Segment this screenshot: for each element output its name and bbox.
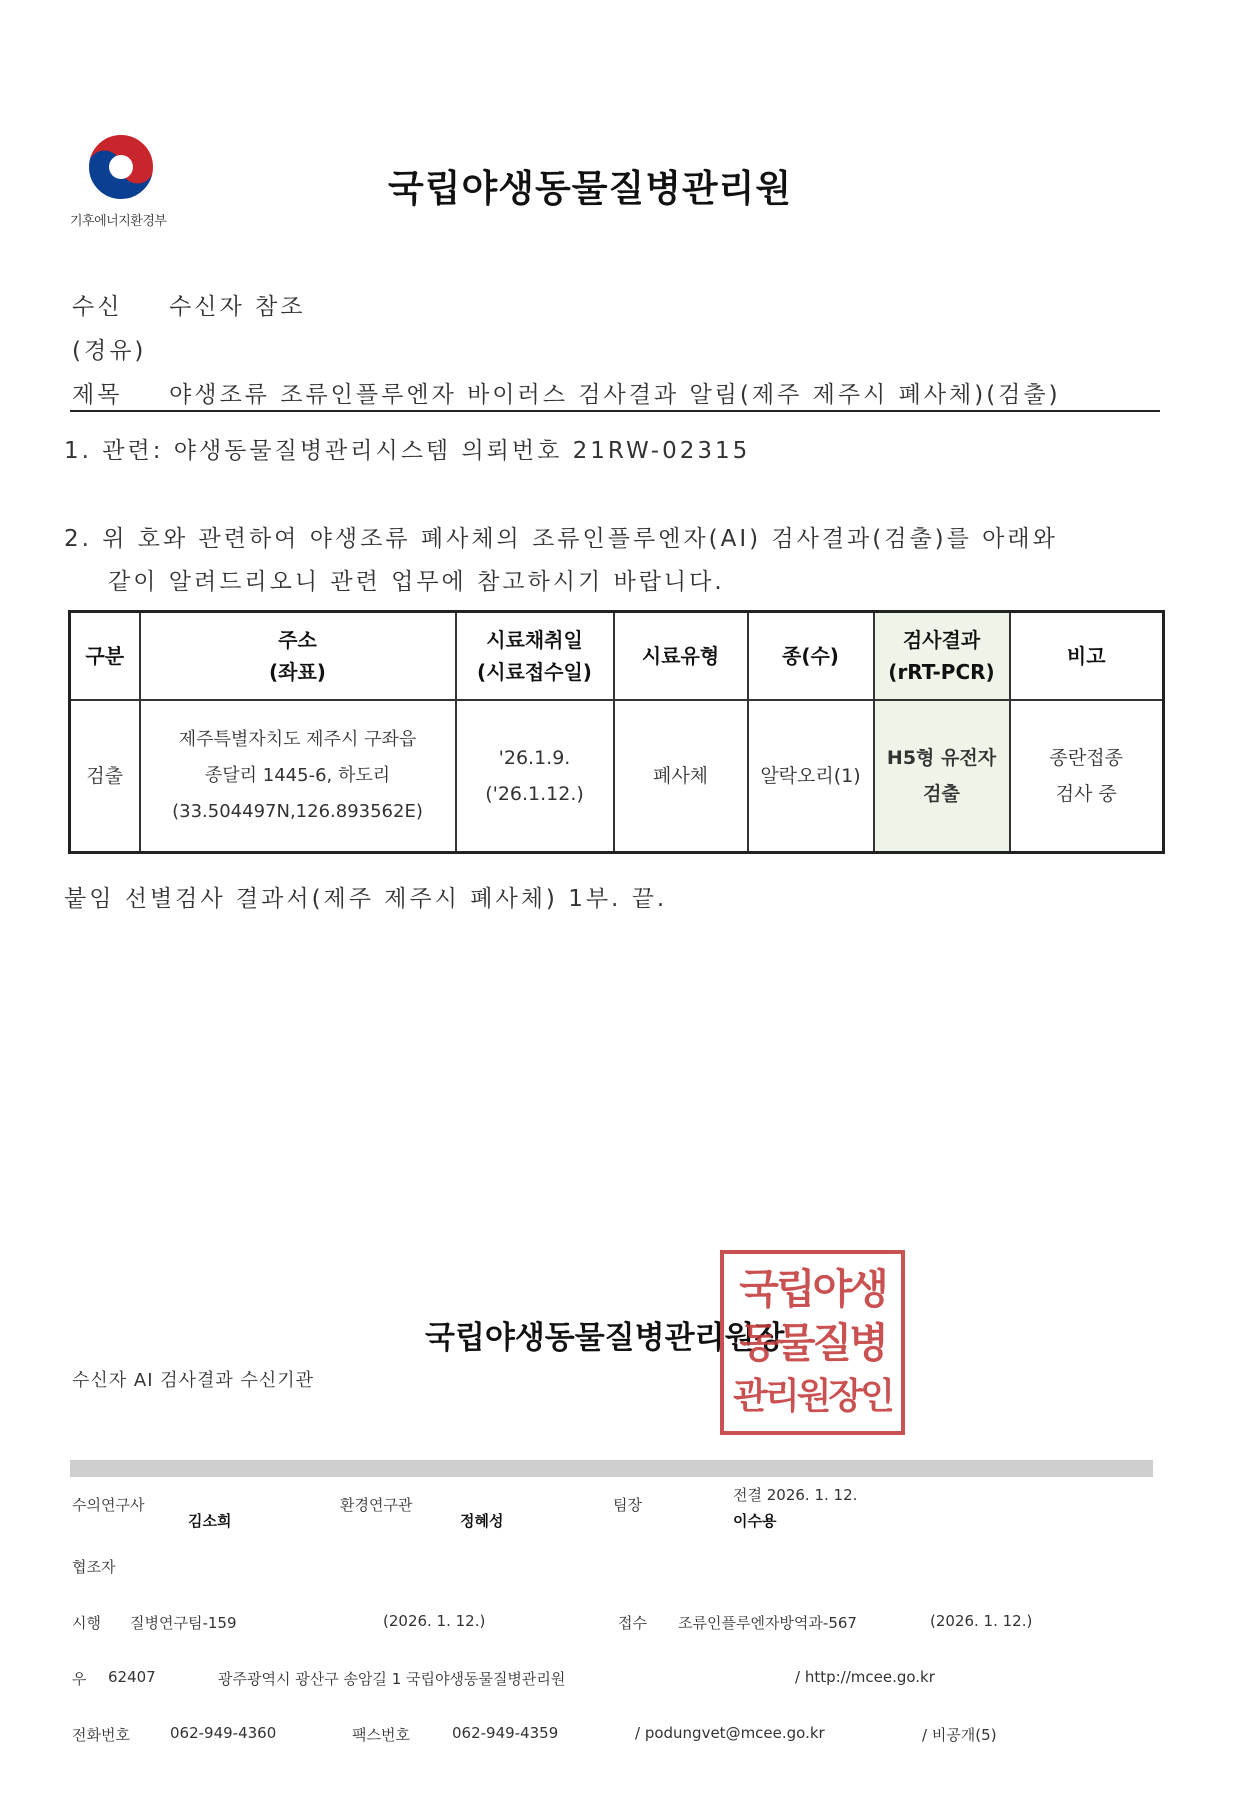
ministry-logo [70,130,200,240]
cell-category: 검출 [70,700,140,853]
attachment-line: 붙임 선별검사 결과서(제주 제주시 폐사체) 1부. 끝. [64,886,668,912]
receipt-label: 접수 [618,1614,647,1632]
seal-line: 관리원장인 [733,1375,892,1417]
recipient-line [72,288,305,321]
taegeuk-emblem-icon [84,130,158,204]
cell-dates: '26.1.9. ('26.1.12.) [456,700,614,853]
approver1-role: 수의연구사 [72,1496,145,1514]
approver1-name: 김소희 [188,1512,232,1530]
fax-number: 062-949-4359 [452,1724,559,1742]
exec-value: 질병연구팀-159 [130,1614,237,1632]
org-title: 국립야생동물질병관리원 [388,167,793,210]
exec-date: (2026. 1. 12.) [383,1612,486,1630]
header-test-result: 검사결과 (rRT-PCR) [874,612,1010,701]
official-seal [720,1250,905,1435]
cell-address: 제주특별자치도 제주시 구좌읍 종달리 1445-6, 하도리 (33.504497N,126.893562E) [140,700,456,853]
email-link[interactable]: / podungvet@mcee.go.kr [635,1724,825,1742]
seal-line: 동물질병 [739,1318,886,1367]
header-sample-type: 시료유형 [614,612,748,701]
postal-code: 62407 [108,1668,156,1686]
office-address: 광주광역시 광산구 송암길 1 국립야생동물질병관리원 [218,1670,566,1688]
website-link[interactable]: / http://mcee.go.kr [795,1668,935,1686]
approver2-name: 정혜성 [460,1512,504,1530]
header-note: 비고 [1010,612,1164,701]
cell-sample-type: 폐사체 [614,700,748,853]
phone-number: 062-949-4360 [170,1724,277,1742]
related-item: 1. 관련: 야생동물질병관리시스템 의뢰번호 21RW-02315 [64,438,751,464]
body-item-line1: 2. 위 호와 관련하여 야생조류 폐사체의 조류인플루엔자(AI) 검사결과(검출)를 아래와 [64,526,1058,552]
table-header-row [70,612,1164,701]
approver2-role: 환경연구관 [340,1496,413,1514]
signature-title: 국립야생동물질병관리원장 [425,1320,785,1356]
header-species: 종(수) [748,612,874,701]
cell-test-result: H5형 유전자 검출 [874,700,1010,853]
cell-note: 종란접종 검사 중 [1010,700,1164,853]
ministry-name: 기후에너지환경부 [70,214,167,229]
header-category: 구분 [70,612,140,701]
body-item-line2: 같이 알려드리오니 관련 업무에 참고하시기 바랍니다. [108,569,725,595]
recipient-label: 수신 [72,294,123,320]
via-line: (경유) [72,338,147,364]
seal-line: 국립야생 [739,1264,886,1313]
table-row [70,700,1164,853]
receipt-date: (2026. 1. 12.) [930,1612,1033,1630]
header-address: 주소 (좌표) [140,612,456,701]
cell-species: 알락오리(1) [748,700,874,853]
phone-label: 전화번호 [72,1726,130,1744]
final-approval-date: 전결 2026. 1. 12. [733,1486,858,1504]
subject-divider [70,410,1160,412]
recipient-value: 수신자 참조 [169,294,306,320]
approver3-role: 팀장 [613,1496,642,1514]
subject-line [72,376,1061,409]
postal-label: 우 [72,1670,87,1688]
fax-label: 팩스번호 [352,1726,410,1744]
exec-label: 시행 [72,1614,101,1632]
header-collection-date: 시료채취일 (시료접수일) [456,612,614,701]
result-table [68,610,1165,854]
footer-divider [70,1460,1153,1477]
cooperator-label: 협조자 [72,1558,116,1576]
subject-label: 제목 [72,382,123,408]
recipient-list: 수신자 AI 검사결과 수신기관 [72,1370,315,1391]
receipt-value: 조류인플루엔자방역과-567 [678,1614,857,1632]
approver3-name: 이수용 [733,1512,777,1530]
subject-value: 야생조류 조류인플루엔자 바이러스 검사결과 알림(제주 제주시 폐사체)(검출) [169,382,1061,408]
disclosure-status: / 비공개(5) [922,1726,997,1744]
